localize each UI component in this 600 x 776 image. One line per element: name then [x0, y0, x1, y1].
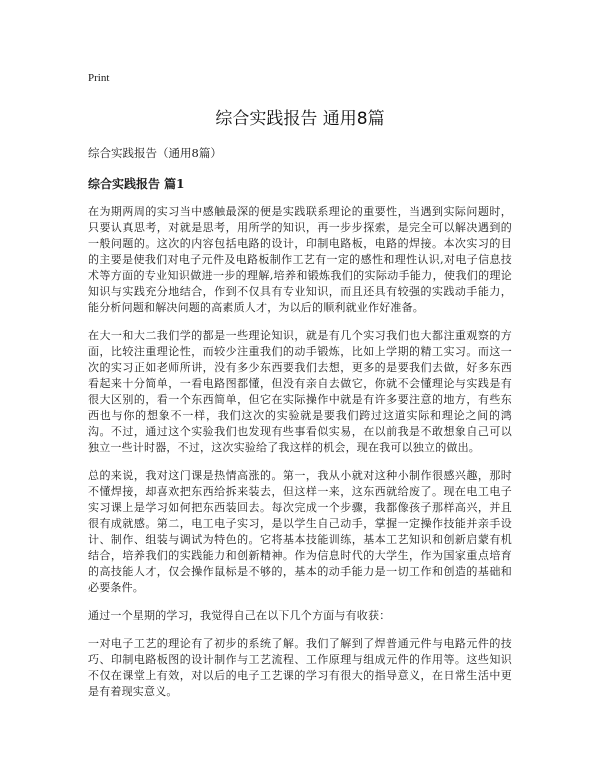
section-heading: 综合实践报告 篇1 [88, 177, 185, 191]
paragraph-1: 在为期两周的实习当中感触最深的便是实践联系理论的重要性，当遇到实际问题时，只要认真思考，对就是思考，用所学的知识，再一步步探索，是完全可以解决遇到的一般问题的。这次的内容包括电路的设计，印制电路板，电路的焊接。本次实习的目的主要是使我们对电子元件及电路板制作工艺有一定的感性和理性认识,对电子信息技术等方面的专业知识做进一步的理解,培养和锻炼我们的实际动手能力，使我们的理论知识与实践充分地结合，作到不仅具有专业知识，而且还具有较强的实践动手能力，能分析问题和解决问题的高素质人才，为以后的顺利就业作好准备。 [88, 205, 512, 314]
document-title: 综合实践报告 通用8篇 [215, 109, 385, 129]
paragraph-5: 一对电子工艺的理论有了初步的系统了解。我们了解到了焊普通元件与电路元件的技巧、印制电路板图的设计制作与工艺流程、工作原理与组成元件的作用等。这些知识不仅在课堂上有效，对以后的电子工艺课的学习有很大的指导意义，在日常生活中更是有着现实意义。 [88, 637, 512, 698]
document-subtitle: 综合实践报告（通用8篇） [88, 146, 222, 160]
paragraph-2: 在大一和大二我们学的都是一些理论知识，就是有几个实习我们也大都注重观察的方面，比较注重理论性，而较少注重我们的动手锻炼，比如上学期的精工实习。而这一次的实习正如老师所讲，没有多少东西要我们去想，更多的是要我们去做，好多东西看起来十分简单，一看电路图都懂，但没有亲自去做它，你就不会懂理论与实践是有很大区别的，看一个东西简单，但它在实际操作中就是有许多要注意的地方，有些东西也与你的想象不一样，我们这次的实验就是要我们跨过这道实际和理论之间的鸿沟。不过，通过这个实验我们也发现有些事看似实易，在以前我是不敢想象自己可以独立一些计时器，不过，这次实验给了我这样的机会，现在我可以独立的做出。 [88, 329, 512, 454]
paragraph-4: 通过一个星期的学习，我觉得自己在以下几个方面与有收获： [88, 609, 391, 622]
print-label: Print [88, 72, 110, 84]
paragraph-3: 总的来说，我对这门课是热情高涨的。第一，我从小就对这种小制作很感兴趣，那时不懂焊接，却喜欢把东西给拆来装去，但这样一来，这东西就给废了。现在电工电子实习课上是学习如何把东西装回去。每次完成一个步骤，我都像孩子那样高兴，并且很有成就感。第二，电工电子实习，是以学生自己动手，掌握一定操作技能并亲手设计、制作、组装与调试为特色的。它将基本技能训练，基本工艺知识和创新启蒙有机结合，培养我们的实践能力和创新精神。作为信息时代的大学生，作为国家重点培育的高技能人才，仅会操作鼠标是不够的，基本的动手能力是一切工作和创造的基础和必要条件。 [88, 469, 512, 594]
